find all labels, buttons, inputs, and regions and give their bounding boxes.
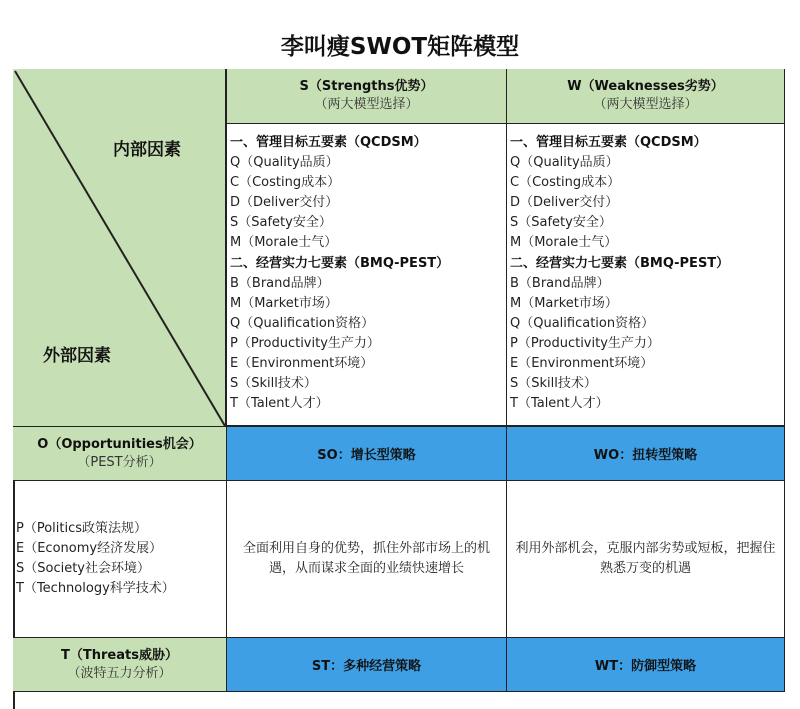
so-description-text: 全面利用自身的优势，抓住外部市场上的机遇，从而谋求全面的业绩快速增长 (242, 541, 490, 576)
strengths-factor-item: T（Talent人才） (230, 396, 329, 412)
strengths-factor-item: 二、经营实力七要素（BMQ-PEST） (230, 255, 450, 271)
threats-header (13, 638, 227, 692)
internal-factors-label: 内部因素 (113, 140, 181, 160)
weaknesses-factor-item: 一、管理目标五要素（QCDSM） (510, 135, 707, 150)
so-strategy-description (227, 481, 507, 638)
st-strategy-label: ST：多种经营策略 (227, 638, 507, 692)
strengths-factor-item: 一、管理目标五要素（QCDSM） (230, 135, 427, 150)
strengths-factor-item: Q（Qualification资格） (230, 315, 375, 331)
weaknesses-subtitle: （两大模型选择） (593, 97, 698, 112)
strengths-factor-item: D（Deliver交付） (230, 195, 339, 211)
swot-matrix (13, 69, 785, 709)
weaknesses-factor-item: Q（Quality品质） (510, 155, 619, 171)
weaknesses-header (507, 69, 785, 124)
wt-strategy-label: WT：防御型策略 (507, 638, 785, 692)
weaknesses-factor-item: B（Brand品牌） (510, 275, 610, 291)
weaknesses-title: W（Weaknesses劣势） (567, 79, 724, 94)
weaknesses-factor-item: P（Productivity生产力） (510, 335, 660, 351)
opportunity-item: P（Politics政策法规） (16, 521, 148, 536)
weaknesses-factor-item: M（Morale士气） (510, 235, 618, 251)
opportunities-list (13, 481, 227, 638)
so-strategy-label: SO：增长型策略 (227, 427, 507, 481)
weaknesses-factor-item: 二、经营实力七要素（BMQ-PEST） (510, 255, 730, 271)
corner-diagonal (13, 69, 225, 426)
strengths-factor-item: B（Brand品牌） (230, 275, 330, 291)
weaknesses-factor-item: M（Market市场） (510, 295, 618, 311)
weaknesses-factor-item: S（Skill技术） (510, 376, 597, 392)
opportunities-subtitle: （PEST分析） (77, 454, 162, 470)
weaknesses-factor-item: C（Costing成本） (510, 175, 621, 191)
external-factors-label: 外部因素 (43, 346, 111, 366)
weaknesses-factor-item: T（Talent人才） (510, 396, 609, 412)
strengths-header (227, 69, 507, 124)
weaknesses-factor-item: E（Environment环境） (510, 356, 654, 372)
wo-description-text: 利用外部机会，克服内部劣势或短板，把握住熟悉万变的机遇 (515, 541, 776, 576)
opportunities-header (13, 427, 227, 481)
threats-subtitle: （波特五力分析） (67, 665, 172, 681)
opportunities-title: O（Opportunities机会） (37, 436, 202, 452)
strengths-factor-item: S（Safety安全） (230, 215, 332, 231)
opportunity-item: S（Society社会环境） (16, 561, 151, 576)
wo-strategy-label: WO：扭转型策略 (507, 427, 785, 481)
strengths-factor-item: S（Skill技术） (230, 376, 317, 392)
page-title: 李叫瘦SWOT矩阵模型 (280, 34, 520, 60)
strengths-factor-item: M（Morale士气） (230, 235, 338, 251)
strengths-factor-item: E（Environment环境） (230, 356, 374, 372)
strengths-subtitle: （两大模型选择） (314, 97, 419, 112)
weaknesses-factor-item: Q（Qualification资格） (510, 315, 655, 331)
strengths-factor-item: P（Productivity生产力） (230, 335, 380, 351)
weaknesses-factor-item: D（Deliver交付） (510, 195, 619, 211)
opportunity-item: E（Economy经济发展） (16, 541, 163, 556)
strengths-factor-item: C（Costing成本） (230, 175, 341, 191)
corner-cell (13, 69, 227, 427)
wo-strategy-description (507, 481, 785, 638)
strengths-factor-list (227, 124, 507, 427)
opportunity-item: T（Technology科学技术） (16, 581, 175, 596)
weaknesses-factor-item: S（Safety安全） (510, 215, 612, 231)
strengths-title: S（Strengths优势） (299, 79, 434, 94)
strengths-factor-item: M（Market市场） (230, 295, 338, 311)
threats-title: T（Threats威胁） (61, 647, 178, 663)
weaknesses-factor-list (507, 124, 785, 427)
strengths-factor-item: Q（Quality品质） (230, 155, 339, 171)
